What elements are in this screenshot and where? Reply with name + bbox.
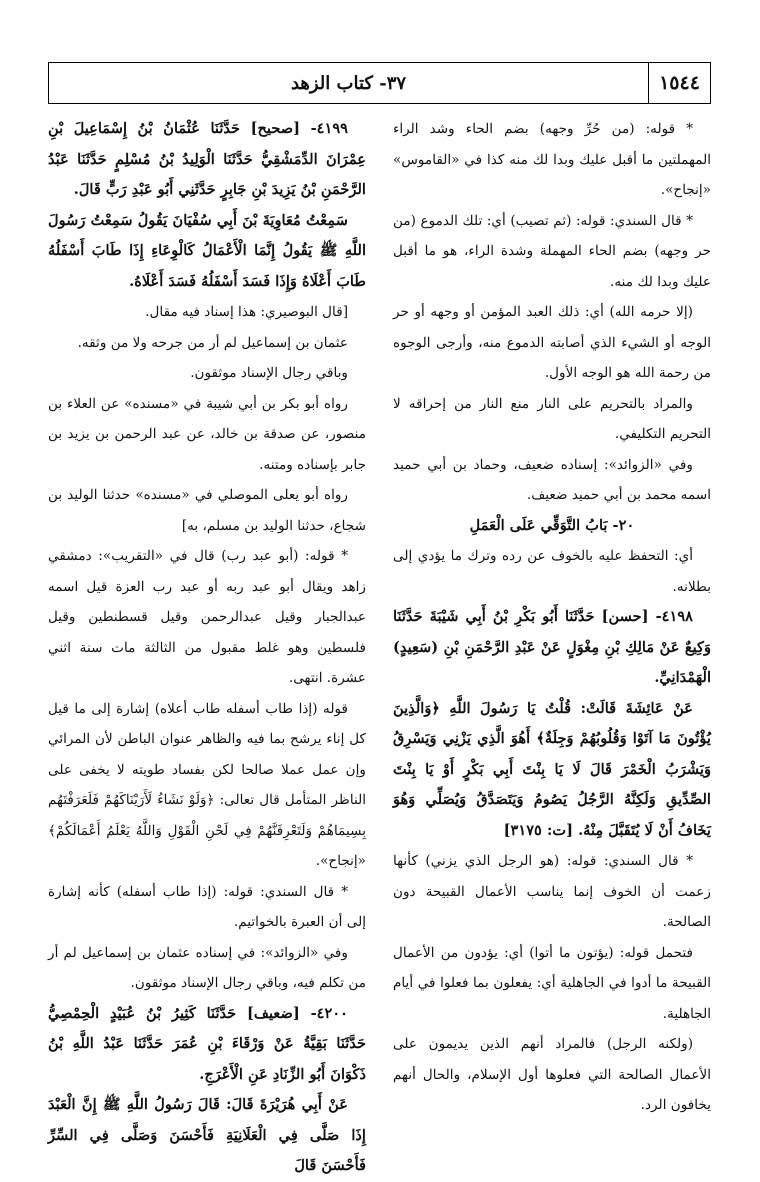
commentary-paragraph: (ولكنه الرجل) فالمراد أنهم الذين يديمون على الأعمال الصالحة التي فعلوها أول الإسلام، والحال أنهم يخافون الرد. xyxy=(393,1036,711,1113)
hadith-text: عَنْ عَائِشَةَ قَالَتْ: قُلْتُ يَا رَسُولَ اللَّهِ ﴿وَالَّذِينَ يُؤْتُونَ مَا آتَوْا وَقُلُوبُهُمْ وَجِلَةٌ﴾ أَهُوَ الَّذِي يَزْنِي وَيَسْرِقُ وَيَشْرَبُ الْخَمْرَ قَالَ لَا يَا بِنْتَ أَبِي بَكْرٍ أَوْ يَا بِنْتَ الصِّدِّيقِ وَلَكِنَّهُ الرَّجُلُ يَصُومُ وَيَتَصَدَّقُ وَيُصَلِّي وَهُوَ يَخَافُ أَنْ لَا يُتَقَبَّلَ مِنْهُ. [ت: ٣١٧٥] xyxy=(393,699,711,839)
commentary-paragraph: والمراد بالتحريم على النار منع النار من إحراقه لا التحريم التكليفي. xyxy=(393,395,711,442)
page-number: ١٥٤٤ xyxy=(648,63,710,103)
chapter-heading: ٢٠- بَابُ التَّوَقِّي عَلَى الْعَمَلِ xyxy=(469,516,635,534)
commentary-paragraph: قوله (إذا طاب أسفله طاب أعلاه) إشارة إلى ما قيل كل إناء يرشح بما فيه والظاهر عنوان الباطن لأن المرائي وإن عمل عملا صالحا لكن بفساد طويته لا يخفى على الناظر المتأمل قال تعالى: ﴿وَلَوْ نَشَاءُ لَأَرَيْنَاكَهُمْ فَلَعَرَفْتَهُم بِسِيمَاهُمْ وَلَتَعْرِفَنَّهُمْ فِي لَحْنِ الْقَوْلِ وَاللَّهُ يَعْلَمُ أَعْمَالَكُمْ﴾ «إنجاح». xyxy=(48,700,366,869)
zawaid-note: عثمان بن إسماعيل لم أر من جرحه ولا من وثقه. xyxy=(77,334,348,351)
commentary-paragraph: أي: التحفظ عليه بالخوف عن رده وترك ما يؤدي إلى بطلانه. xyxy=(393,548,711,595)
book-page xyxy=(48,62,711,1174)
hadith-text: سَمِعْتُ مُعَاوِيَةَ بْنَ أَبِي سُفْيَانَ يَقُولُ سَمِعْتُ رَسُولَ اللَّهِ ﷺ يَقُولُ إِنَّمَا الْأَعْمَالُ كَالْوِعَاءِ إِذَا طَابَ أَسْفَلُهُ طَابَ أَعْلَاهُ وَإِذَا فَسَدَ أَسْفَلُهُ فَسَدَ أَعْلَاهُ. xyxy=(48,211,366,290)
left-column xyxy=(48,114,366,1182)
commentary-paragraph: * قال السندي: قوله: (هو الرجل الذي يزني) كأنها زعمت أن الخوف إنما يناسب الأعمال القبيحة دون الصالحة. xyxy=(393,853,711,930)
commentary-paragraph: فتحمل قوله: (يؤتون ما أتوا) أي: يؤدون من الأعمال القبيحة ما أدوا في الجاهلية أي: يفعلون بما فعلوا في أيام الجاهلية. xyxy=(393,944,711,1022)
commentary-paragraph: (إلا حرمه الله) أي: ذلك العبد المؤمن أو وجهه أو حر الوجه أو الشيء الذي أصابته الدموع منه، وأرجى الوجوه من رحمة الله هو الوجه الأول. xyxy=(393,304,711,381)
commentary-paragraph: * قال السندي: قوله: (إذا طاب أسفله) كأنه إشارة إلى أن العبرة بالخواتيم. xyxy=(48,883,366,930)
hadith-text: ٤١٩٩- [صحيح] حَدَّثَنَا عُثْمَانُ بْنُ إِسْمَاعِيلَ بْنِ عِمْرَانَ الدِّمَشْقِيُّ حَدَّثَنَا الْوَلِيدُ بْنُ مُسْلِمٍ حَدَّثَنَا عَبْدُ الرَّحْمَنِ بْنُ يَزِيدَ بْنِ جَابِرٍ حَدَّثَنِي أَبُو عَبْدِ رَبٍّ قَالَ. xyxy=(48,120,366,198)
page-header xyxy=(48,62,711,104)
commentary-paragraph: وفي «الزوائد»: إسناده ضعيف، وحماد بن أبي حميد اسمه محمد بن أبي حميد ضعيف. xyxy=(393,456,711,503)
zawaid-note: [قال البوصيري: هذا إسناد فيه مقال. xyxy=(145,304,348,320)
right-column xyxy=(393,114,711,1121)
commentary-paragraph: * قوله: (من حُرِّ وجهه) بضم الحاء وشد الراء المهملتين ما أقبل عليك وبدا لك منه كذا في «القاموس» «إنجاح». xyxy=(393,121,711,198)
commentary-paragraph: وفي «الزوائد»: في إسناده عثمان بن إسماعيل لم أر من تكلم فيه، وباقي رجال الإسناد موثقون. xyxy=(48,944,366,991)
commentary-paragraph: * قوله: (أبو عبد رب) قال في «التقريب»: دمشقي زاهد ويقال أبو عبد ربه أو عبد رب العزة قيل اسمه عبدالجبار وقيل عبدالرحمن وقيل قسطنطين وقيل فلسطين وهو غلط مقبول من الثالثة مات سنة اثني عشرة. انتهى. xyxy=(48,548,366,686)
commentary-paragraph: * قال السندي: قوله: (ثم تصيب) أي: تلك الدموع (من حر وجهه) بضم الحاء المهملة وشدة الراء، هو ما أقبل عليك وبدا لك منه. xyxy=(393,212,711,290)
zawaid-note: رواه أبو يعلى الموصلي في «مسنده» حدثنا الوليد بن شجاع، حدثنا الوليد بن مسلم، به] xyxy=(48,487,366,534)
hadith-text: ٤١٩٨- [حسن] حَدَّثَنَا أَبُو بَكْرِ بْنُ أَبِي شَيْبَةَ حَدَّثَنَا وَكِيعٌ عَنْ مَالِكِ بْنِ مِغْوَلٍ عَنْ عَبْدِ الرَّحْمَنِ بْنِ (سَعِيدٍ) الْهَمْدَانِيِّ. xyxy=(393,608,711,686)
chapter-title: ٣٧- كتاب الزهد xyxy=(290,72,407,94)
zawaid-note: وباقي رجال الإسناد موثقون. xyxy=(190,365,348,381)
text-columns xyxy=(48,114,711,1174)
hadith-text: عَنْ أَبِي هُرَيْرَةَ قَالَ: قَالَ رَسُولُ اللَّهِ ﷺ إِنَّ الْعَبْدَ إِذَا صَلَّى فِي الْعَلَانِيَةِ فَأَحْسَنَ وَصَلَّى فِي السِّرِّ فَأَحْسَنَ قَالَ xyxy=(48,1096,366,1174)
zawaid-note: رواه أبو بكر بن أبي شيبة في «مسنده» عن العلاء بن منصور، عن صدقة بن خالد، عن عبد الرحمن بن يزيد بن جابر بإسناده ومتنه. xyxy=(48,395,366,473)
hadith-text: ٤٢٠٠- [ضعيف] حَدَّثَنَا كَثِيرُ بْنُ عُبَيْدٍ الْحِمْصِيُّ حَدَّثَنَا بَقِيَّةُ عَنْ وَرْقَاءَ بْنِ عُمَرَ حَدَّثَنَا عَبْدُ اللَّهِ بْنُ ذَكْوَانَ أَبُو الزِّنَادِ عَنِ الْأَعْرَجِ. xyxy=(48,1004,366,1083)
